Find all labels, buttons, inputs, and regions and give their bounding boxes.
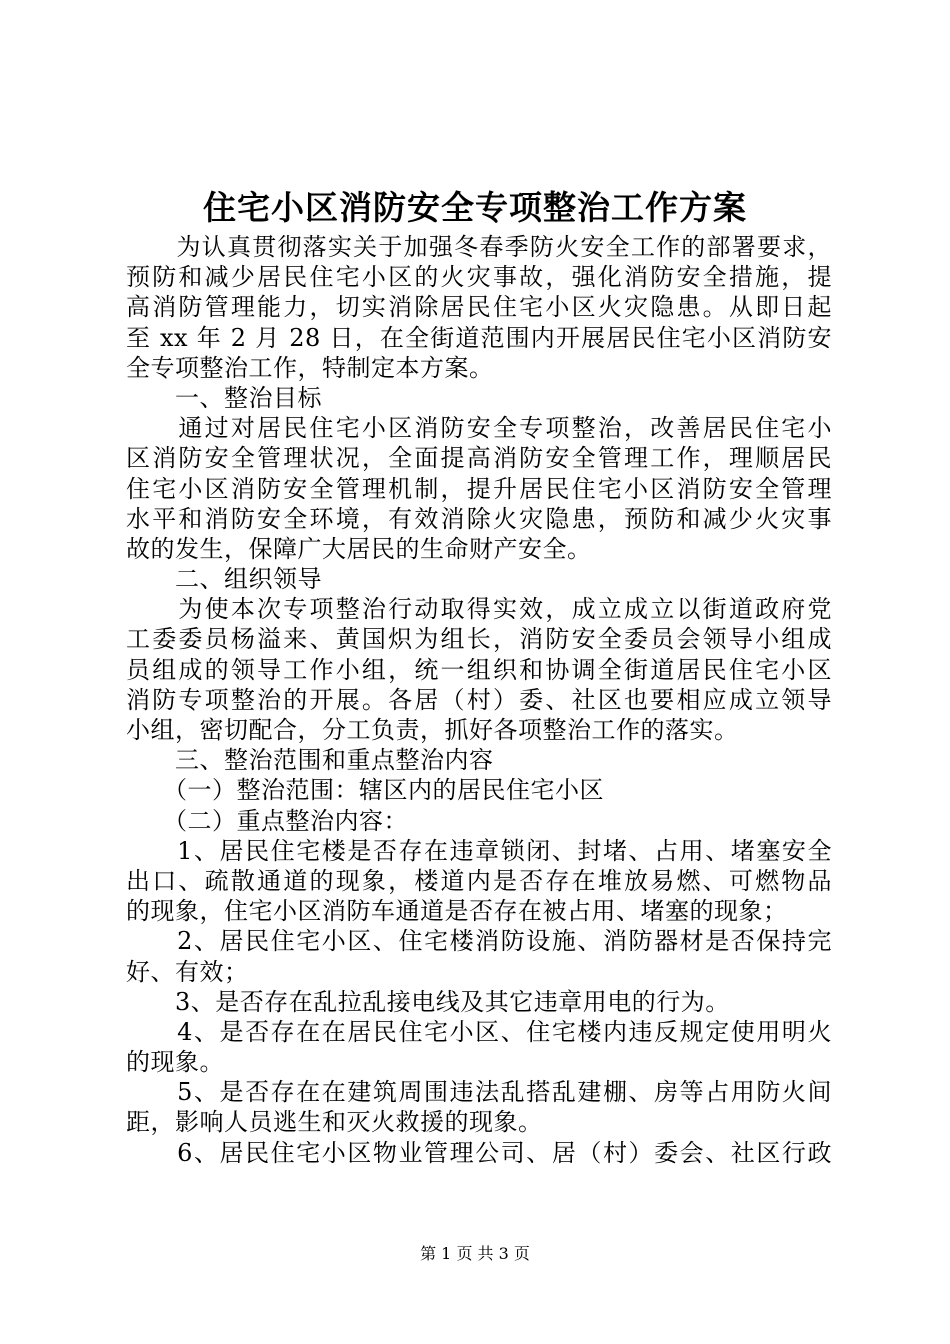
body-line: 距，影响人员逃生和灭火救援的现象。: [126, 1108, 543, 1137]
body-line: 5、是否存在在建筑周围违法乱搭乱建棚、房等占用防火间: [126, 1078, 832, 1107]
body-line: 至 xx 年 2 月 28 日，在全街道范围内开展居民住宅小区消防安: [126, 323, 832, 352]
body-line: （一）整治范围：辖区内的居民住宅小区: [126, 776, 604, 805]
body-line: 2、居民住宅小区、住宅楼消防设施、消防器材是否保持完: [126, 927, 832, 956]
body-line: 工委委员杨溢来、黄国炽为组长，消防安全委员会领导小组成: [126, 625, 832, 654]
body-line: 小组，密切配合，分工负责，抓好各项整治工作的落实。: [126, 716, 739, 744]
body-line: （二）重点整治内容：: [126, 806, 408, 835]
body-line: 好、有效；: [126, 957, 249, 986]
body-line: 的现象。: [126, 1048, 224, 1077]
body-line: 三、整治范围和重点整治内容: [126, 746, 494, 775]
body-line: 1、居民住宅楼是否存在违章锁闭、封堵、占用、堵塞安全: [126, 836, 832, 865]
body-line: 消防专项整治的开展。各居（村）委、社区也要相应成立领导: [126, 685, 832, 714]
body-line: 住宅小区消防安全管理机制，提升居民住宅小区消防安全管理: [126, 474, 832, 503]
page-footer: 第 1 页 共 3 页: [420, 1244, 530, 1263]
body-line: 一、整治目标: [126, 383, 322, 412]
body-line: 的现象，住宅小区消防车通道是否存在被占用、堵塞的现象；: [126, 897, 788, 926]
document-body: [126, 232, 832, 1168]
document-title: 住宅小区消防安全专项整治工作方案: [203, 188, 747, 227]
body-line: 员组成的领导工作小组，统一组织和协调全街道居民住宅小区: [126, 655, 832, 684]
body-line: 通过对居民住宅小区消防安全专项整治，改善居民住宅小: [126, 414, 832, 443]
body-line: 预防和减少居民住宅小区的火灾事故，强化消防安全措施，提: [126, 263, 832, 292]
body-line: 4、是否存在在居民住宅小区、住宅楼内违反规定使用明火: [126, 1017, 832, 1046]
body-line: 出口、疏散通道的现象，楼道内是否存在堆放易燃、可燃物品: [126, 866, 832, 895]
body-line: 全专项整治工作，特制定本方案。: [126, 353, 494, 382]
body-line: 区消防安全管理状况，全面提高消防安全管理工作，理顺居民: [126, 444, 832, 473]
body-line: 水平和消防安全环境，有效消除火灾隐患，预防和减少火灾事: [126, 504, 832, 533]
body-line: 二、组织领导: [126, 565, 322, 594]
body-line: 为认真贯彻落实关于加强冬春季防火安全工作的部署要求，: [126, 233, 832, 261]
body-line: 故的发生，保障广大居民的生命财产安全。: [126, 534, 592, 563]
body-line: 高消防管理能力，切实消除居民住宅小区火灾隐患。从即日起: [126, 293, 832, 322]
body-line: 6、居民住宅小区物业管理公司、居（村）委会、社区行政: [126, 1138, 832, 1167]
body-line: 为使本次专项整治行动取得实效，成立成立以街道政府党: [126, 595, 832, 624]
body-line: 3、是否存在乱拉乱接电线及其它违章用电的行为。: [126, 987, 730, 1016]
